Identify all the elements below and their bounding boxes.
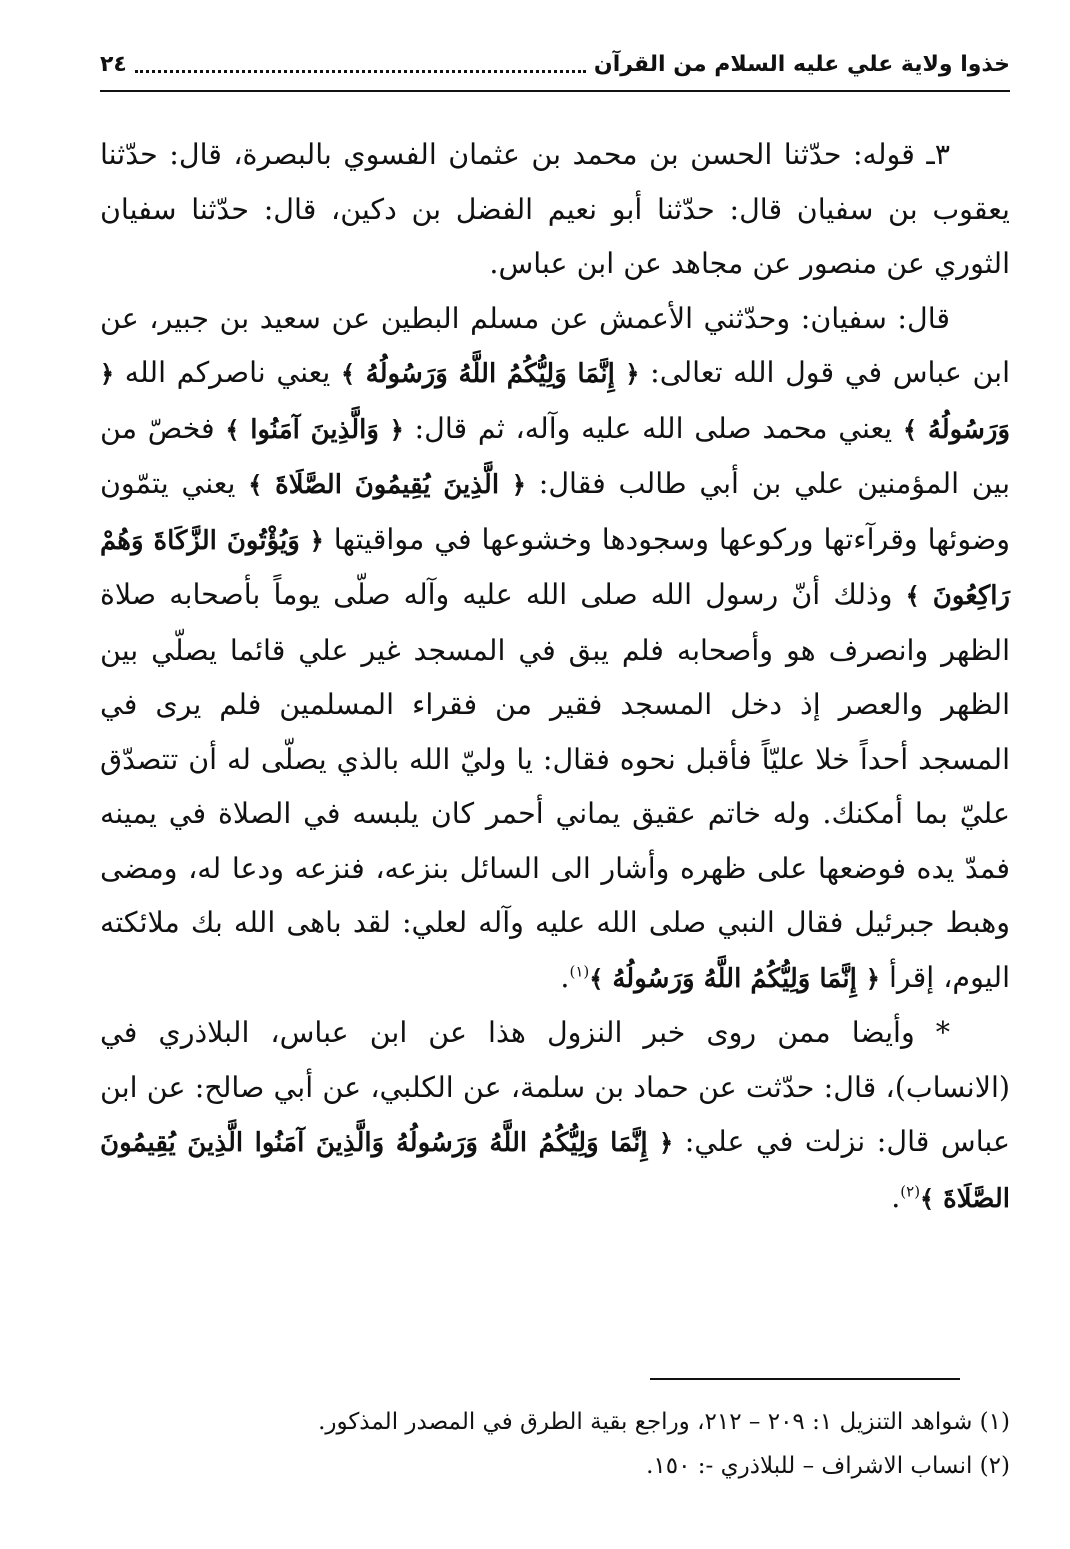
footnote-1: (١) شواهد التنزيل ١: ٢٠٩ – ٢١٢، وراجع بقية الطرق في المصدر المذكور. — [318, 1409, 1010, 1435]
header-rule — [100, 90, 1010, 92]
quran-verse: إِنَّمَا وَلِيُّكُمُ اللَّهُ وَرَسُولُهُ — [365, 359, 615, 389]
quran-bracket-open: ﴿ — [625, 359, 640, 388]
quran-verse: وَرَسُولُهُ — [927, 414, 1011, 445]
footnotes — [100, 1400, 1010, 1488]
quran-bracket-open: ﴿ — [100, 359, 115, 388]
paragraph-1: ٣ـ قوله: حدّثنا الحسن بن محمد بن عثمان الفسوي بالبصرة، قال: حدّثنا يعقوب بن سفيان قال: حدّثنا أبو نعيم الفضل بن دكين، قال: حدّثنا سفيان الثوري عن منصور عن مجاهد عن ابن عباس. — [100, 138, 1010, 280]
quran-bracket-close: ﴾ — [589, 963, 604, 993]
page-number: ٢٤ — [100, 51, 127, 77]
sentence-period: . — [891, 1180, 901, 1214]
quran-bracket-open: ﴿ — [511, 470, 526, 499]
paragraph-2 — [100, 292, 1010, 1007]
quran-verse: الَّذِينَ يُقِيمُونَ الصَّلَاةَ — [275, 470, 500, 500]
sentence-period: . — [560, 960, 570, 994]
footnote-reference: (١) — [569, 962, 590, 980]
running-header — [100, 44, 1010, 84]
text-run: يعني يتمّون وضوئها وقرآءتها وركوعها وسجودها وخشوعها في مواقيتها — [100, 467, 1011, 556]
quran-bracket-open: ﴿ — [865, 963, 880, 993]
text-run: فخصّ من بين المؤمنين علي بن أبي طالب فقال: — [100, 411, 1011, 500]
quran-bracket-close: ﴾ — [248, 470, 263, 499]
text-run: وذلك أنّ رسول الله صلى الله عليه وآله صلّى يوماً بأصحابه صلاة الظهر وانصرف هو وأصحابه فلم يبق في المسجد غير علي قائما يصلّي بين الظهر والعصر إذ دخل المسجد فقير من فقراء المسلمين فلم يرى في المسجد أحداً خلا عليّاً فأقبل نحوه فقال: يا وليّ الله بالذي يصلّى له أن تتصدّق عليّ بما أمكنك. وله خاتم عقيق يماني أحمر كان يلبسه في الصلاة في يمينه فمدّ يده فوضعها على ظهره وأشار الى السائل بنزعه، فنزعه ودعا له، ومضى وهبط جبرئيل فقال النبي صلى الله عليه وآله لعلي: لقد باهى الله بك ملائكته اليوم، إقرأ — [100, 578, 1010, 994]
quran-verse: إِنَّمَا وَلِيُّكُمُ اللَّهُ وَرَسُولُهُ — [612, 963, 857, 994]
leader-dots — [135, 56, 586, 73]
main-text — [100, 128, 1010, 1226]
quran-verse: إِنَّمَا وَلِيُّكُمُ اللَّهُ وَرَسُولُهُ وَالَّذِينَ آمَنُوا الَّذِينَ يُقِيمُونَ الصَّلَاةَ — [100, 1128, 1010, 1214]
quran-bracket-open: ﴿ — [389, 414, 404, 444]
quran-verse: وَيُؤْتُونَ الزَّكَاةَ وَهُمْ رَاكِعُونَ — [100, 525, 1010, 611]
text-run: قال: سفيان: وحدّثني الأعمش عن مسلم البطين عن سعيد بن جبير، عن ابن عباس في قول الله تعالى: — [100, 301, 1010, 389]
text-run: يعني ناصركم الله — [124, 356, 331, 389]
quran-bracket-close: ﴾ — [920, 1183, 935, 1213]
text-run: يعني محمد صلى الله عليه وآله، ثم قال: — [414, 411, 893, 445]
footnote-reference: (٢) — [900, 1182, 921, 1200]
quran-bracket-close: ﴾ — [903, 414, 918, 444]
quran-bracket-open: ﴿ — [659, 1128, 674, 1157]
running-title: خذوا ولاية علي عليه السلام من القرآن — [593, 51, 1010, 77]
footnote-separator — [650, 1378, 960, 1380]
paragraph-3 — [100, 1006, 1010, 1226]
quran-verse: وَالَّذِينَ آمَنُوا — [250, 414, 379, 445]
quran-bracket-open: ﴿ — [309, 525, 324, 555]
footnote-2: (٢) انساب الاشراف – للبلاذري -: ١٥٠. — [646, 1453, 1010, 1479]
text-run: * وأيضا ممن روى خبر النزول هذا عن ابن عباس، البلاذري في (الانساب)، قال: حدّثت عن حماد بن سلمة، عن الكلبي، عن أبي صالح: عن ابن عباس قال: نزلت في علي: — [100, 1016, 1010, 1158]
quran-bracket-close: ﴾ — [225, 414, 240, 444]
quran-bracket-close: ﴾ — [905, 581, 920, 610]
quran-bracket-close: ﴾ — [340, 359, 356, 388]
